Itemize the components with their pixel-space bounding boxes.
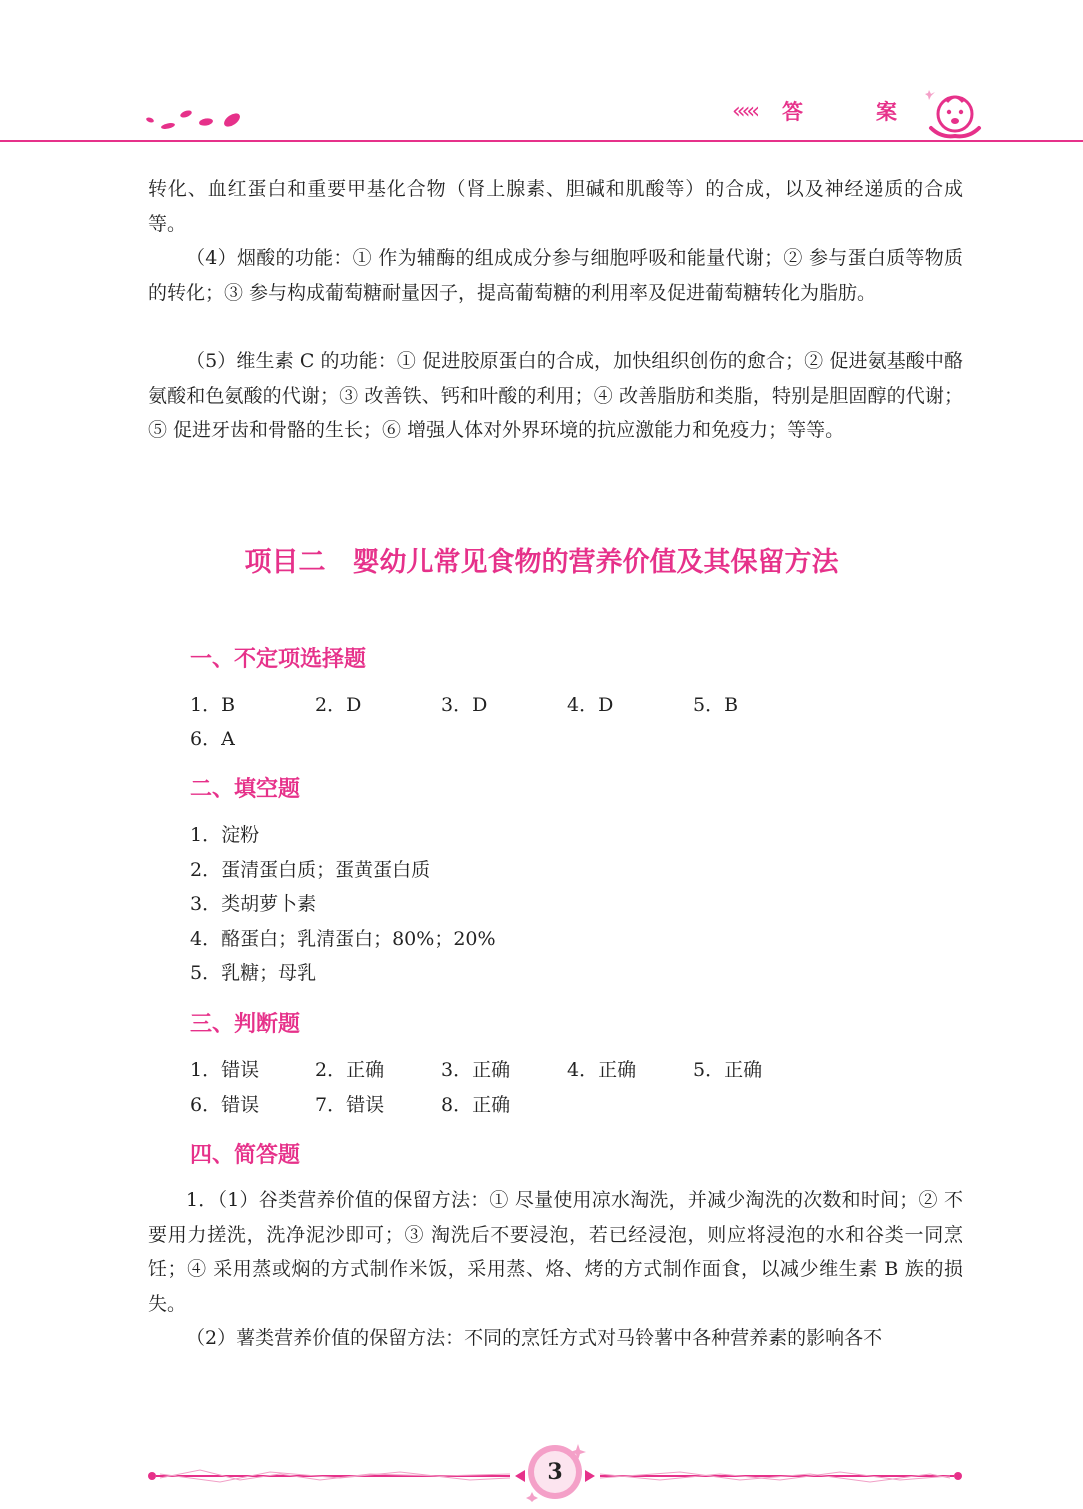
fill-answer: 3．类胡萝卜素 <box>190 893 317 915</box>
intro-paragraph-2: （4）烟酸的功能：① 作为辅酶的组成成分参与细胞呼吸和能量代谢；② 参与蛋白质等物质的转化；③ 参与构成葡萄糖耐量因子，提高葡萄糖的利用率及促进葡萄糖转化为脂肪。 <box>148 247 963 304</box>
judge-answer: 3．正确 <box>441 1059 511 1081</box>
section-heading-judge: 三、判断题 <box>190 1012 301 1037</box>
intro-paragraph-3: （5）维生素 C 的功能：① 促进胶原蛋白的合成，加快组织创伤的愈合；② 促进氨基酸中酪氨酸和色氨酸的代谢；③ 改善铁、钙和叶酸的利用；④ 改善脂肪和类脂，特别是胆固醇的代谢；⑤ 促进牙齿和骨骼的生长；⑥ 增强人体对外界环境的抗应激能力和免疫力；等等。 <box>148 350 963 441</box>
section-heading-short: 四、简答题 <box>190 1143 301 1168</box>
intro-paragraph-1: 转化、血红蛋白和重要甲基化合物（肾上腺素、胆碱和肌酸等）的合成，以及神经递质的合成等。 <box>148 178 963 235</box>
page-header <box>0 0 1083 150</box>
fill-answer: 1．淀粉 <box>190 824 260 846</box>
baby-face-icon <box>925 84 985 144</box>
section-heading-choice: 一、不定项选择题 <box>190 647 367 672</box>
project-title: 项目二 婴幼儿常见食物的营养价值及其保留方法 <box>244 547 839 578</box>
fill-answer: 4．酪蛋白；乳清蛋白；80%；20% <box>190 928 496 950</box>
judge-answer: 7．错误 <box>315 1094 385 1116</box>
judge-answer: 1．错误 <box>190 1059 260 1081</box>
choice-answer: 3．D <box>441 694 488 716</box>
fill-answer: 2．蛋清蛋白质；蛋黄蛋白质 <box>190 859 431 881</box>
page-number: 3 <box>547 1459 563 1485</box>
short-answer-paragraph-1: 1．（1）谷类营养价值的保留方法：① 尽量使用凉水淘洗，并减少淘洗的次数和时间；② 不要用力搓洗，洗净泥沙即可；③ 淘洗后不要浸泡，若已经浸泡，则应将浸泡的水和谷类一同烹饪；④ 采用蒸或焖的方式制作米饭，采用蒸、烙、烤的方式制作面食，以减少维生素 B 族的损失。 <box>148 1189 963 1315</box>
judge-answer: 4．正确 <box>567 1059 637 1081</box>
petals-decoration-icon <box>142 104 252 134</box>
chevrons-icon: ‹‹‹‹‹ <box>732 98 756 124</box>
judge-answer: 6．错误 <box>190 1094 260 1116</box>
answer-label: 答 案 <box>782 100 923 124</box>
judge-answer: 2．正确 <box>315 1059 385 1081</box>
choice-answer: 4．D <box>567 694 614 716</box>
judge-answer: 5．正确 <box>693 1059 763 1081</box>
choice-answer: 5．B <box>693 694 739 716</box>
header-rule <box>0 140 1083 142</box>
choice-answer: 1．B <box>190 694 236 716</box>
section-heading-fill: 二、填空题 <box>190 777 301 802</box>
choice-answer: 2．D <box>315 694 362 716</box>
header-answer-tag <box>732 96 923 126</box>
judge-answer: 8．正确 <box>441 1094 511 1116</box>
choice-answer: 6．A <box>190 728 235 750</box>
fill-answer: 5．乳糖；母乳 <box>190 962 317 984</box>
short-answer-paragraph-2: （2）薯类营养价值的保留方法：不同的烹饪方式对马铃薯中各种营养素的影响各不 <box>186 1327 883 1349</box>
